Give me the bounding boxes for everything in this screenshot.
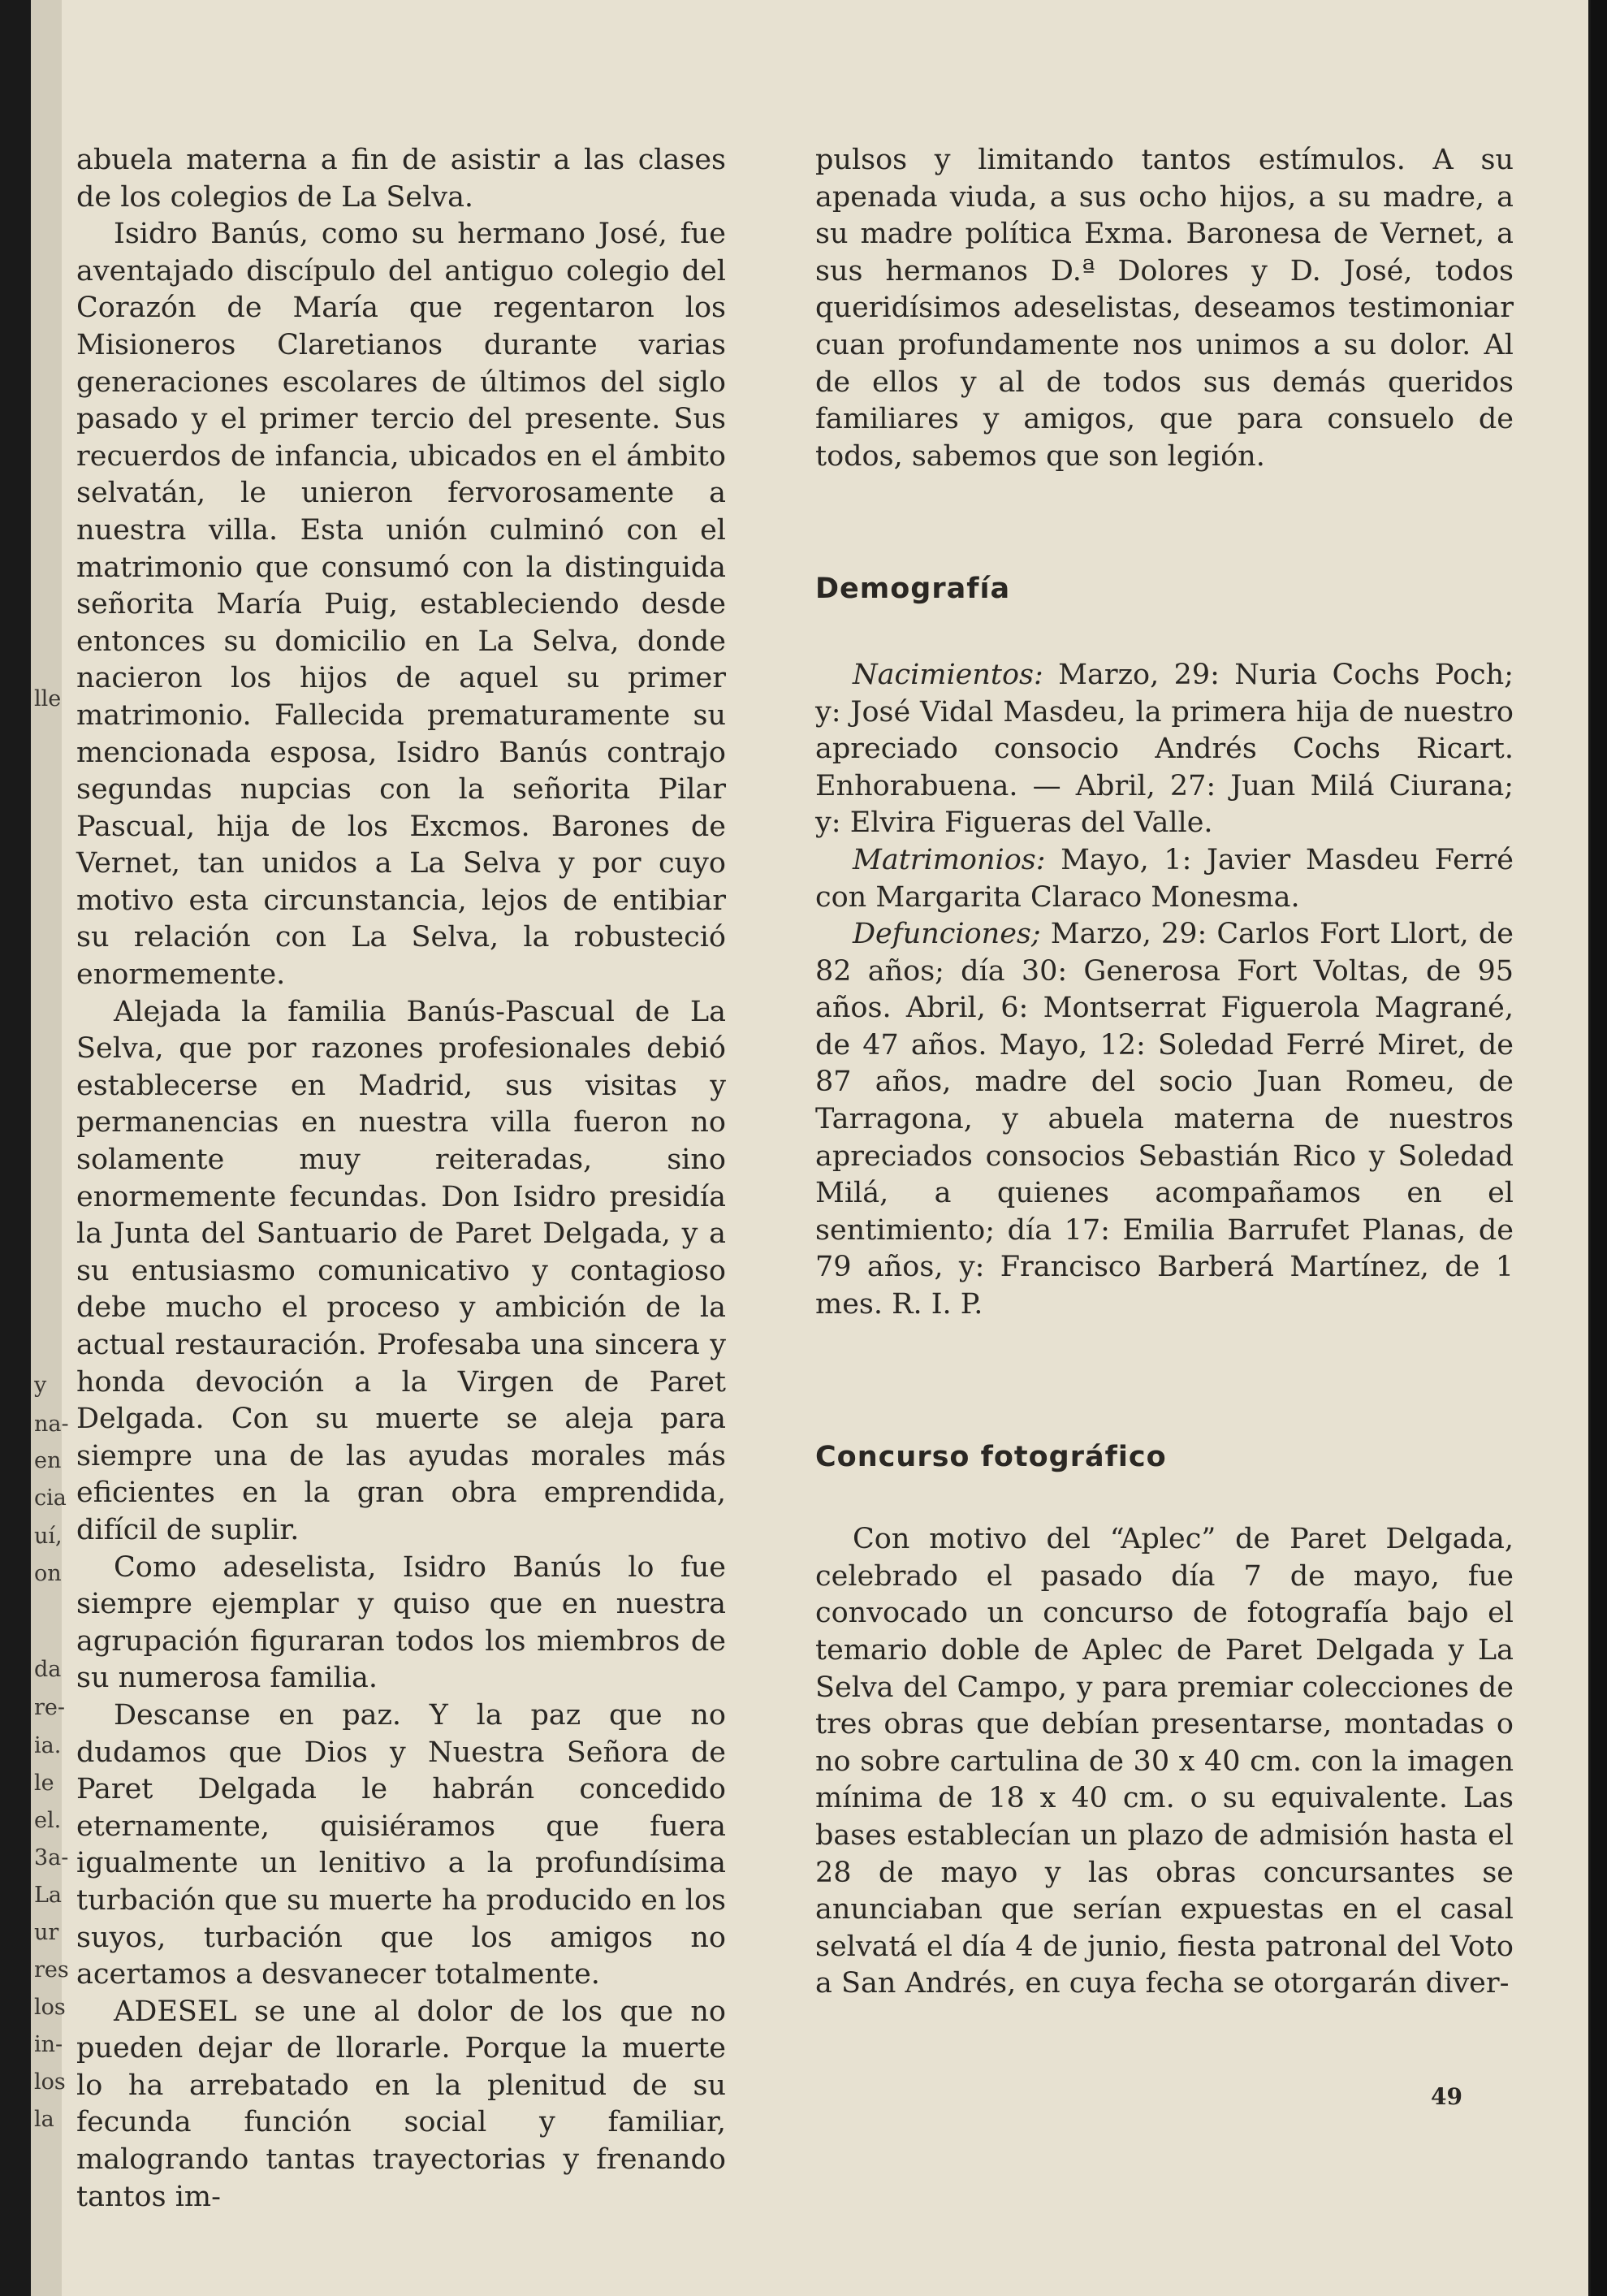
section-heading-demografia: Demografía xyxy=(815,573,1011,606)
edge-fragment: ur xyxy=(34,1920,59,1945)
edge-fragment: cia xyxy=(34,1485,67,1511)
magazine-page xyxy=(31,0,1588,2296)
demography-entry xyxy=(815,657,1514,842)
edge-fragment: en xyxy=(34,1448,62,1473)
edge-fragment: in- xyxy=(34,2032,63,2057)
facing-page-edge xyxy=(31,0,69,2296)
paragraph: ADESEL se une al dolor de los que no pueden dejar de llorarle. Porque la muerte lo ha arrebatado en la plenitud de su fecunda función social y familiar, malogrando tantas trayectorias y frenando tantos im- xyxy=(76,1995,726,2213)
entry-text: Marzo, 29: Nuria Cochs Poch; y: José Vidal Masdeu, la primera hija de nuestro apreciado consocio Andrés Cochs Ricart. Enhorabuena. — Abril, 27: Juan Milá Ciurana; y: Elvira Figueras del Valle. xyxy=(815,658,1514,840)
paragraph: Con motivo del “Aplec” de Paret Delgada, celebrado el pasado día 7 de mayo, fue convocado un concurso de fotografía bajo el temario doble de Aplec de Paret Delgada y La Selva del Campo, y para premiar colecciones de tres obras que debían presentarse, montadas o no sobre cartulina de 30 x 40 cm. con la imagen mínima de 18 x 40 cm. o su equivalente. Las bases establecían un plazo de admisión hasta el 28 de mayo y las obras concursantes se anunciaban que serían expuestas en el casal selvatá el día 4 de junio, fiesta patronal del Voto a San Andrés, en cuya fecha se otorgarán diver- xyxy=(815,1523,1514,2000)
paragraph: Como adeselista, Isidro Banús lo fue siempre ejemplar y quiso que en nuestra agrupación figuraran todos los miembros de su numerosa familia. xyxy=(76,1550,726,1695)
demography-entry xyxy=(815,916,1514,1324)
edge-fragment: lle xyxy=(34,686,62,711)
edge-fragment: na- xyxy=(34,1412,69,1437)
scan-border xyxy=(1591,0,1607,2296)
edge-fragment: on xyxy=(34,1561,62,1586)
paragraph: Isidro Banús, como su hermano José, fue aventajado discípulo del antiguo colegio del Corazón de María que regentaron los Misioneros Claretianos durante varias generaciones escolares de últimos del siglo pasado y el primer tercio del presente. Sus recuerdos de infancia, ubicados en el ámbito selvatán, le unieron fervorosamente a nuestra villa. Esta unión culminó con el matrimonio que consumó con la distinguida señorita María Puig, estableciendo desde entonces su domicilio en La Selva, donde nacieron los hijos de aquel su primer matrimonio. Fallecida prematuramente su mencionada esposa, Isidro Banús contrajo segundas nupcias con la señorita Pilar Pascual, hija de los Excmos. Barones de Vernet, tan unidos a La Selva y por cuyo motivo esta circunstancia, lejos de entibiar su relación con La Selva, la robusteció enormemente. xyxy=(76,218,726,992)
edge-fragment: el. xyxy=(34,1808,62,1833)
right-column xyxy=(815,142,1514,2003)
section-heading-concurso: Concurso fotográfico xyxy=(815,1440,1167,1473)
edge-fragment: ia. xyxy=(34,1733,62,1758)
edge-fragment: La xyxy=(34,1883,63,1908)
entry-label: Matrimonios: xyxy=(853,843,1046,876)
edge-fragment: y xyxy=(34,1373,47,1398)
edge-fragment: uí, xyxy=(34,1524,63,1549)
paragraph: Descanse en paz. Y la paz que no dudamos que Dios y Nuestra Señora de Paret Delgada le habrán concedido eternamente, quisiéramos que fuera igualmente un lenitivo a la profundísima turbación que su muerte ha producido en los suyos, turbación que los amigos no acertamos a desvanecer totalmente. xyxy=(76,1698,726,1991)
edge-fragment: da xyxy=(34,1657,62,1682)
paragraph: pulsos y limitando tantos estímulos. A su apenada viuda, a sus ocho hijos, a su madre, a su madre política Exma. Baronesa de Vernet, a sus hermanos D.ª Dolores y D. José, todos queridísimos adeselistas, deseamos testimoniar cuan profundamente nos unimos a su dolor. Al de ellos y al de todos sus demás queridos familiares y amigos, que para consuelo de todos, sabemos que son legión. xyxy=(815,144,1514,473)
edge-fragment: re- xyxy=(34,1695,66,1720)
edge-fragment: le xyxy=(34,1771,54,1796)
entry-text: Marzo, 29: Carlos Fort Llort, de 82 años; día 30: Generosa Fort Voltas, de 95 años. Abril, 6: Montserrat Figuerola Magrané, de 47 años. Mayo, 12: Soledad Ferré Miret, de 87 años, madre del socio Juan Romeu, de Tarragona, y abuela materna de nuestros apreciados consocios Sebastián Rico y Soledad Milá, a quienes acompañamos en el sentimiento; día 17: Emilia Barrufet Planas, de 79 años, y: Francisco Barberá Martínez, de 1 mes. R. I. P. xyxy=(815,918,1514,1321)
entry-label: Defunciones; xyxy=(853,918,1041,951)
demography-entry xyxy=(815,842,1514,916)
entry-text: Mayo, 1: Javier Masdeu Ferré con Margarita Claraco Monesma. xyxy=(815,843,1514,914)
edge-fragment: los xyxy=(34,2069,66,2095)
edge-fragment: la xyxy=(34,2107,54,2132)
paragraph: Alejada la familia Banús-Pascual de La Selva, que por razones profesionales debió establecerse en Madrid, sus visitas y permanencias en nuestra villa fueron no solamente muy reiteradas, sino enormemente fecundas. Don Isidro presidía la Junta del Santuario de Paret Delgada, y a su entusiasmo comunicativo y contagioso debe mucho el proceso y ambición de la actual restauración. Profesaba una sincera y honda devoción a la Virgen de Paret Delgada. Con su muerte se aleja para siempre una de las ayudas morales más eficientes en la gran obra emprendida, difícil de suplir. xyxy=(76,995,726,1546)
edge-fragment: 3a- xyxy=(34,1845,69,1870)
paragraph: abuela materna a fin de asistir a las clases de los colegios de La Selva. xyxy=(76,144,726,214)
edge-fragment: los xyxy=(34,1995,66,2020)
left-column xyxy=(76,142,726,2216)
page-number: 49 xyxy=(1431,2083,1462,2110)
entry-label: Nacimientos: xyxy=(853,658,1043,691)
edge-fragment: res xyxy=(34,1957,69,1983)
